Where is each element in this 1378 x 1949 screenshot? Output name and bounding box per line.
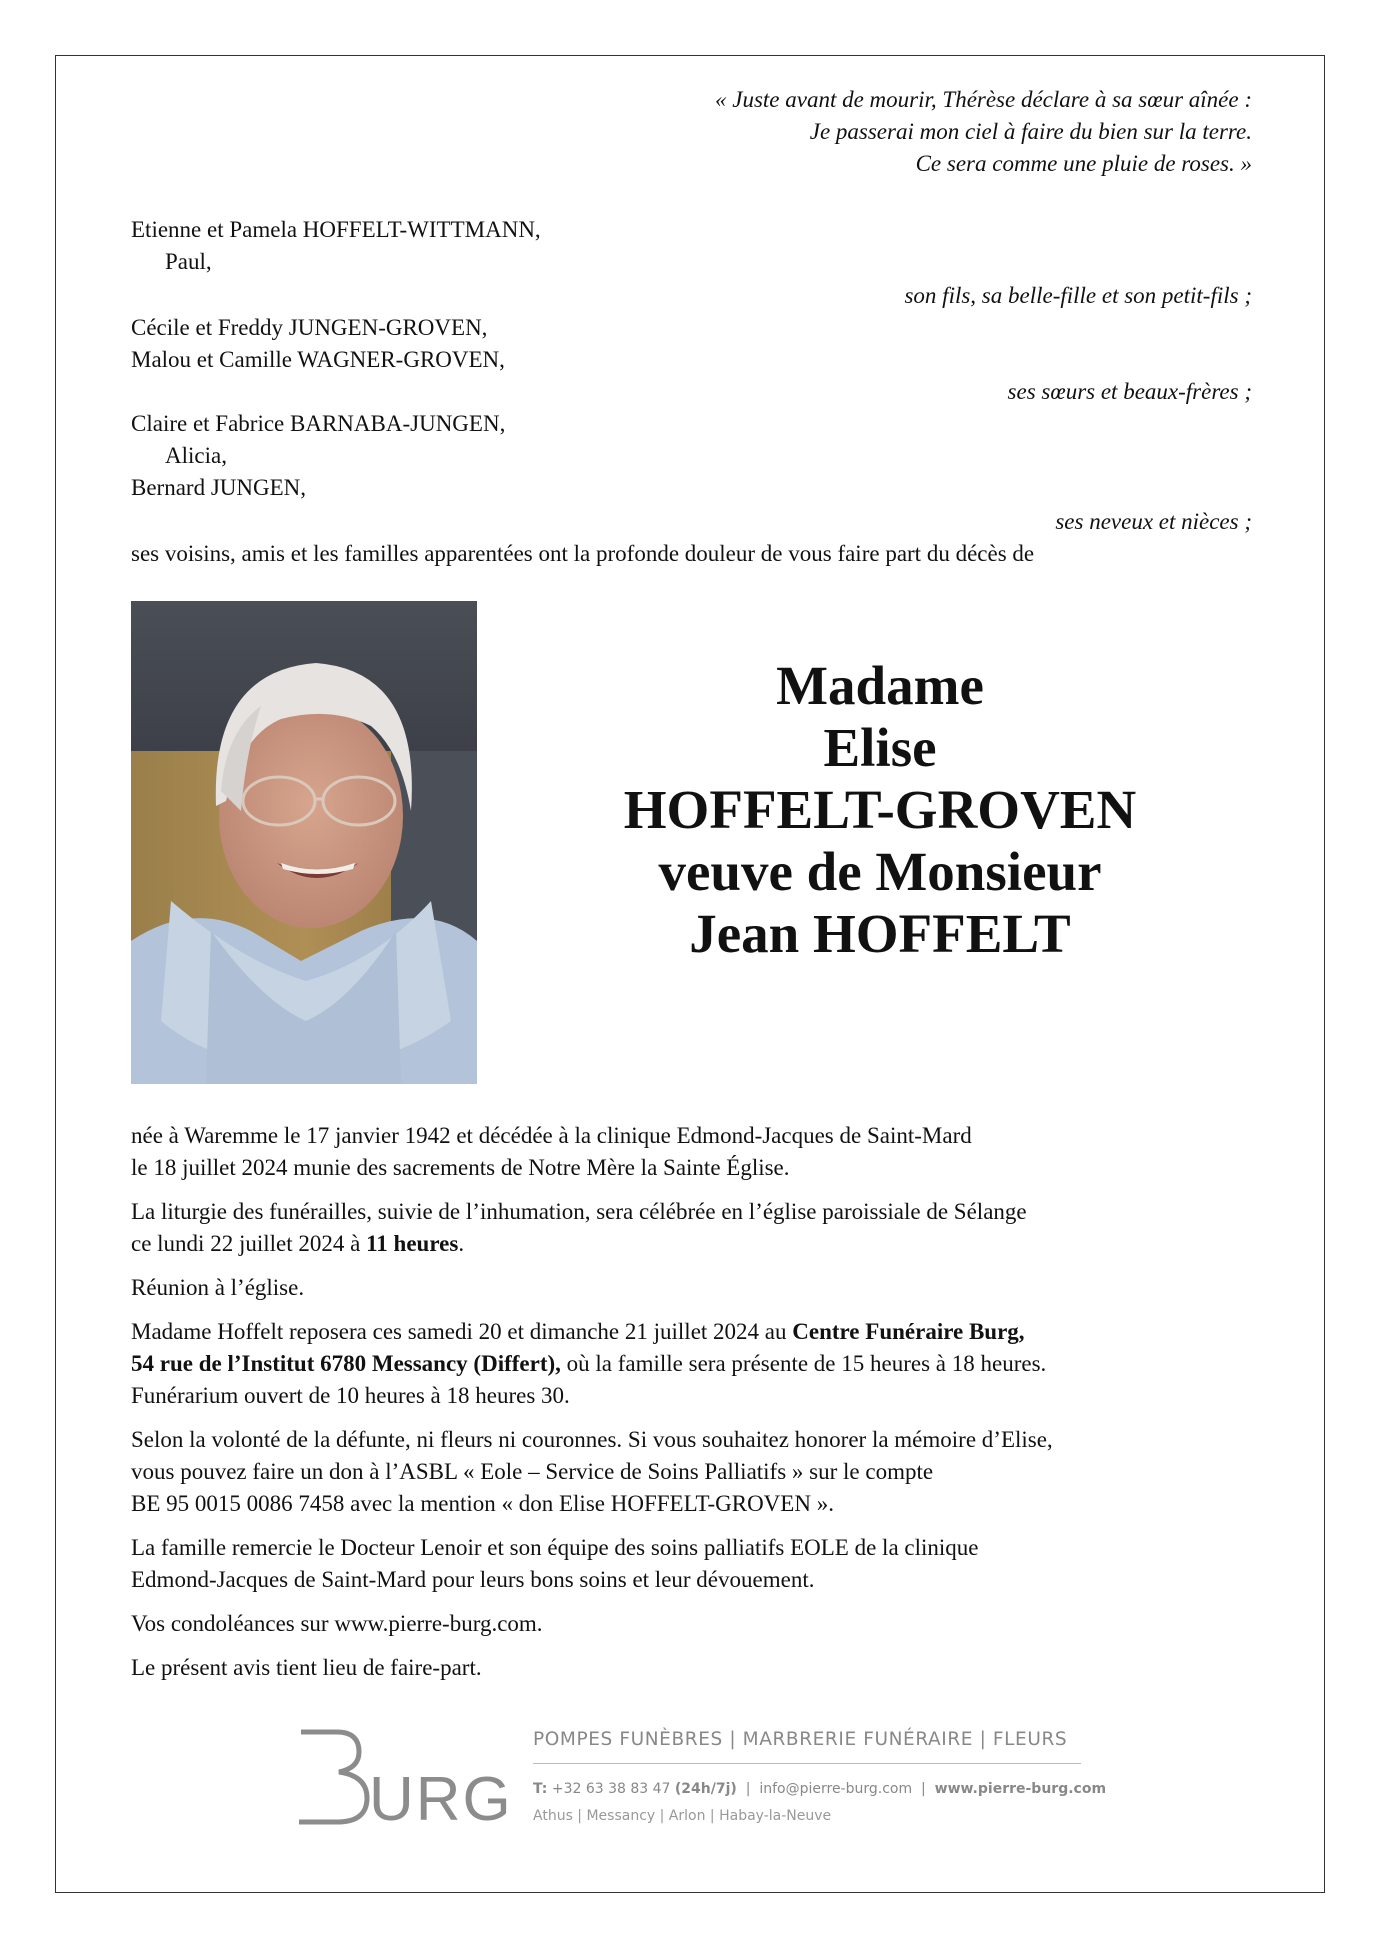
deceased-name-block — [520, 655, 1240, 965]
meeting-paragraph — [131, 1272, 1261, 1304]
separator: | — [741, 1781, 755, 1797]
paragraph-line: Funérarium ouvert de 10 heures à 18 heures 30. — [131, 1383, 570, 1408]
family-sister: Malou et Camille WAGNER-GROVEN, — [131, 347, 505, 372]
funeral-home-services: POMPES FUNÈBRES | MARBRERIE FUNÉRAIRE | FLEURS — [533, 1729, 1068, 1750]
family-sister: Cécile et Freddy JUNGEN-GROVEN, — [131, 315, 488, 340]
funeral-paragraph — [131, 1196, 1261, 1260]
thanks-paragraph — [131, 1532, 1261, 1596]
text-run: ce lundi 22 juillet 2024 à — [131, 1231, 367, 1256]
condolences-paragraph — [131, 1608, 1261, 1640]
paragraph-line: Edmond-Jacques de Saint-Mard pour leurs bons soins et leur dévouement. — [131, 1567, 815, 1592]
funeral-home-name: Centre Funéraire Burg, — [792, 1319, 1025, 1344]
quote-line: Ce sera comme une pluie de roses. » — [915, 151, 1252, 176]
text-run: . — [458, 1231, 465, 1256]
paragraph-line: vous pouvez faire un don à l’ASBL « Eole – Service de Soins Palliatifs » sur le compte — [131, 1459, 934, 1484]
paragraph-line — [131, 1316, 1261, 1348]
phone-hours: (24h/7j) — [674, 1781, 737, 1797]
website-link[interactable]: www.pierre-burg.com — [934, 1781, 1107, 1797]
quote-line: « Juste avant de mourir, Thérèse déclare à sa sœur aînée : — [714, 87, 1252, 112]
funeral-home-address: 54 rue de l’Institut 6780 Messancy (Differt), — [131, 1351, 561, 1376]
paragraph-line: Réunion à l’église. — [131, 1275, 305, 1300]
quote-line: Je passerai mon ciel à faire du bien sur la terre. — [809, 119, 1252, 144]
paragraph-line: BE 95 0015 0086 7458 avec la mention « don Elise HOFFELT-GROVEN ». — [131, 1491, 834, 1516]
deceased-title: Madame — [776, 655, 984, 716]
funeral-home-cities: Athus | Messancy | Arlon | Habay-la-Neuve — [533, 1808, 832, 1824]
notice-paragraph — [131, 1652, 1261, 1684]
email-link[interactable]: info@pierre-burg.com — [759, 1781, 913, 1797]
phone-label: T: — [533, 1781, 548, 1797]
announcement-text: ses voisins, amis et les familles apparentées ont la profonde douleur de vous faire part du décès de — [131, 541, 1035, 566]
family-son: Etienne et Pamela HOFFELT-WITTMANN, — [131, 217, 541, 242]
paragraph-line: née à Waremme le 17 janvier 1942 et décédée à la clinique Edmond-Jacques de Saint-Mard — [131, 1123, 972, 1148]
relation-sisters: ses sœurs et beaux-frères ; — [1007, 379, 1252, 404]
funeral-home-contact — [533, 1781, 1106, 1797]
portrait-photo — [131, 601, 477, 1084]
paragraph-line: le 18 juillet 2024 munie des sacrements de Notre Mère la Sainte Église. — [131, 1155, 790, 1180]
birth-death-paragraph — [131, 1120, 1261, 1184]
widow-of: veuve de Monsieur — [658, 841, 1102, 902]
paragraph-line — [131, 1228, 1261, 1260]
paragraph-line: Le présent avis tient lieu de faire-part. — [131, 1655, 482, 1680]
svg-text:URG: URG — [369, 1765, 513, 1834]
separator: | — [916, 1781, 931, 1797]
deceased-first-name: Elise — [823, 717, 937, 778]
opening-quote — [715, 84, 1252, 180]
family-nephew: Bernard JUNGEN, — [131, 475, 307, 500]
phone-number[interactable]: +32 63 38 83 47 — [551, 1781, 671, 1797]
relation-nephews: ses neveux et nièces ; — [1055, 509, 1252, 534]
paragraph-line: La liturgie des funérailles, suivie de l’inhumation, sera célébrée en l’église paroissiale de Sélange — [131, 1199, 1027, 1224]
burg-logo — [295, 1728, 513, 1834]
paragraph-line — [131, 1348, 1261, 1380]
paragraph-line: Vos condoléances sur www.pierre-burg.com. — [131, 1611, 543, 1636]
deceased-last-name: HOFFELT-GROVEN — [623, 779, 1137, 840]
family-nephew: Claire et Fabrice BARNABA-JUNGEN, — [131, 411, 506, 436]
funeral-time: 11 heures — [366, 1231, 459, 1256]
paragraph-line: Selon la volonté de la défunte, ni fleurs ni couronnes. Si vous souhaitez honorer la mémoire d’Elise, — [131, 1427, 1053, 1452]
family-grandson: Paul, — [165, 249, 212, 274]
family-niece-child: Alicia, — [165, 443, 227, 468]
husband-name: Jean HOFFELT — [689, 903, 1071, 964]
visitation-paragraph — [131, 1316, 1261, 1412]
donation-paragraph — [131, 1424, 1261, 1520]
text-run: où la famille sera présente de 15 heures à 18 heures. — [560, 1351, 1047, 1376]
text-run: Madame Hoffelt reposera ces samedi 20 et dimanche 21 juillet 2024 au — [131, 1319, 793, 1344]
paragraph-line: La famille remercie le Docteur Lenoir et son équipe des soins palliatifs EOLE de la clinique — [131, 1535, 979, 1560]
relation-son: son fils, sa belle-fille et son petit-fils ; — [904, 283, 1252, 308]
funeral-home-divider — [533, 1763, 1081, 1764]
